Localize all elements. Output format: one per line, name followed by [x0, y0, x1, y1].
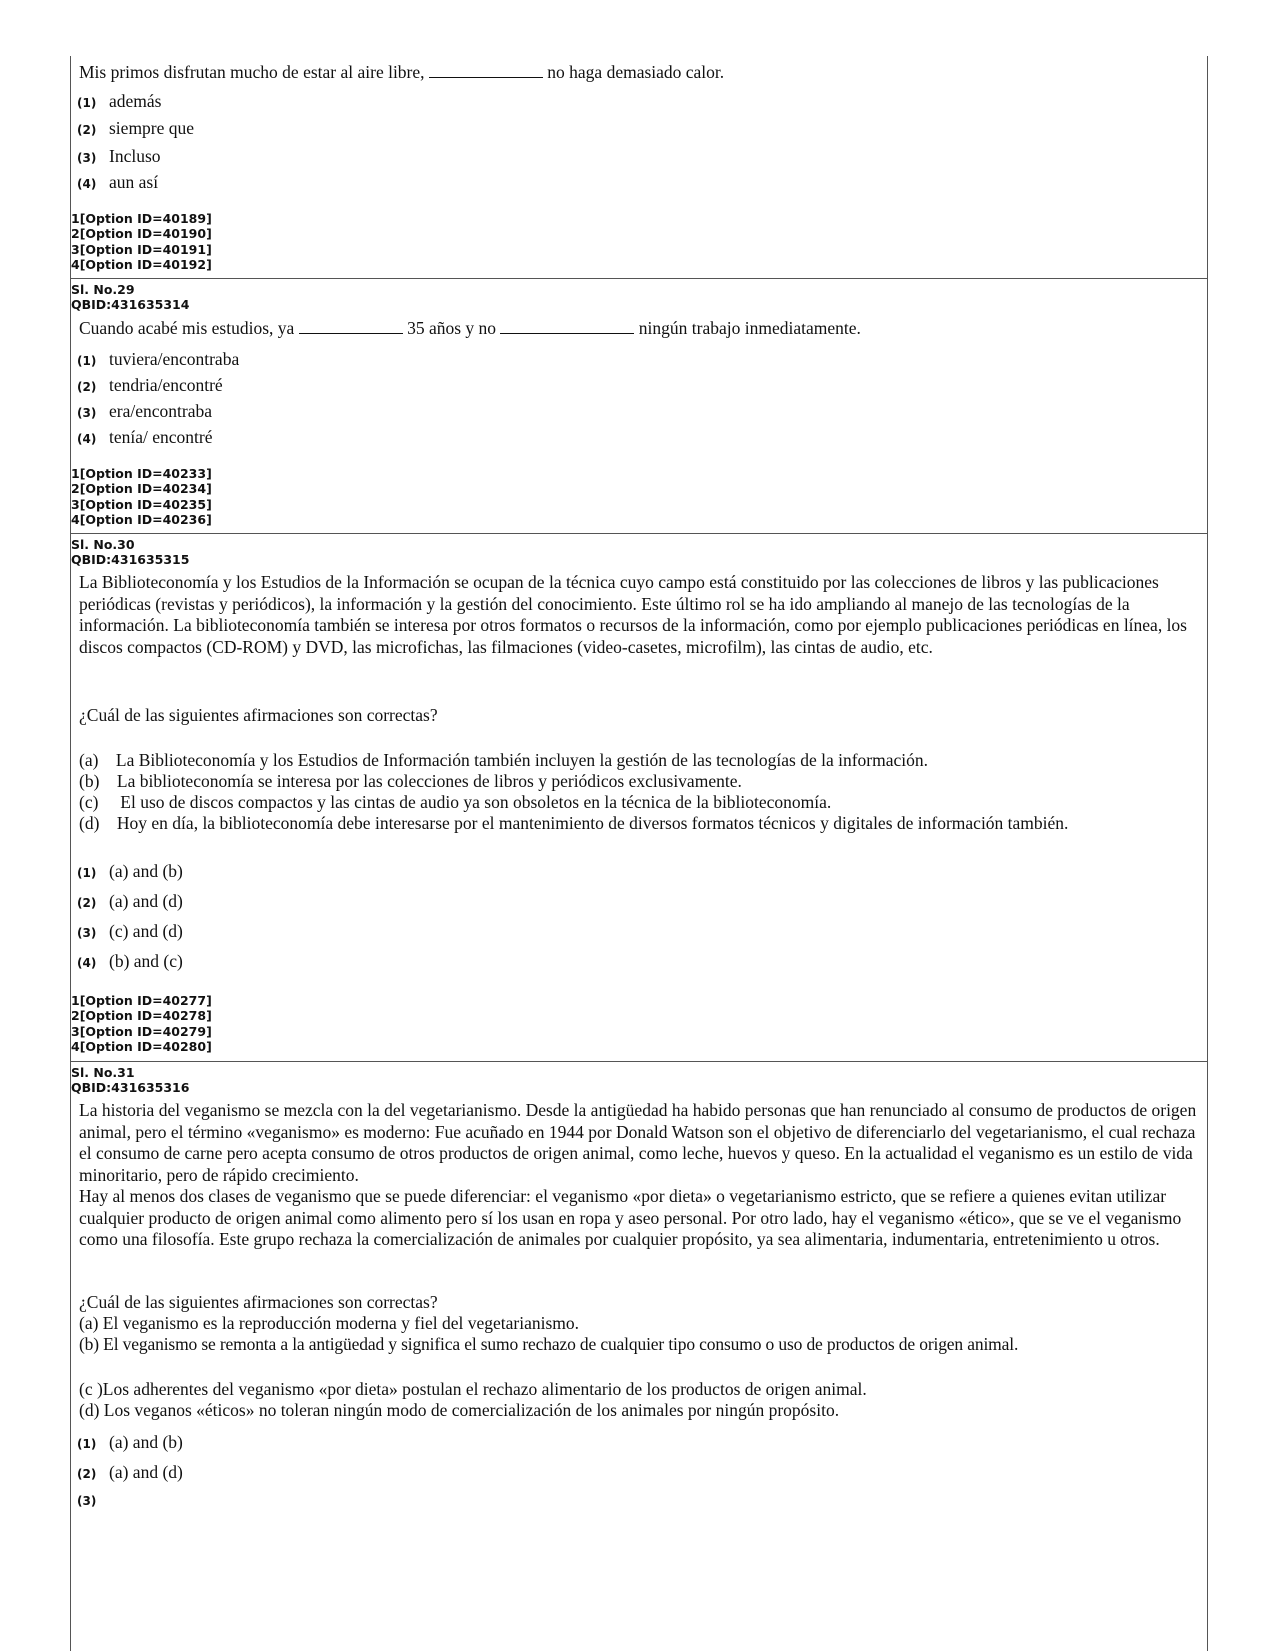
serial-number: Sl. No.30 — [71, 537, 135, 552]
option-number: (3) — [77, 1494, 97, 1508]
serial-number: Sl. No.31 — [71, 1065, 135, 1080]
q28-option-4[interactable] — [77, 172, 158, 194]
q30-option-ids — [71, 993, 212, 1055]
statement-d: (d) Los veganos «éticos» no toleran ningún modo de comercialización de los animales por ningún propósito. — [79, 1400, 840, 1420]
question-bank-id: QBID:431635316 — [71, 1080, 190, 1096]
answer-blank — [500, 319, 634, 334]
q30-option-2[interactable] — [77, 891, 183, 913]
q29-stem-part1: Cuando acabé mis estudios, ya — [79, 318, 295, 338]
q31-option-2[interactable] — [77, 1462, 183, 1484]
option-id: 4[Option ID=40236] — [71, 512, 212, 528]
q31-option-3[interactable] — [77, 1489, 109, 1511]
option-text: además — [109, 91, 162, 111]
option-number: (1) — [77, 354, 97, 368]
q29-stem-part2: 35 años y no — [407, 318, 497, 338]
option-text: (a) and (d) — [109, 891, 183, 911]
answer-blank — [299, 319, 403, 334]
q29-header — [71, 282, 189, 313]
q28-stem — [79, 62, 1197, 84]
option-id: 2[Option ID=40234] — [71, 481, 212, 497]
option-number: (4) — [77, 177, 97, 191]
option-id: 1[Option ID=40189] — [71, 211, 212, 226]
q31-question-block — [79, 1292, 1193, 1355]
option-number: (1) — [77, 1437, 97, 1451]
option-text: (b) and (c) — [109, 951, 183, 971]
option-id: 3[Option ID=40235] — [71, 496, 212, 512]
option-text: siempre que — [109, 118, 195, 138]
q29-stem — [79, 318, 1197, 340]
q31-passage-paragraph-1: La historia del veganismo se mezcla con la del vegetarianismo. Desde la antigüedad ha habido personas que han renunciado al consumo de productos de origen animal, pero el término «veganismo» es moderno: Fue acuñado en 1944 por Donald Watson son el objetivo de diferenciarlo del vegetarianismo, el cual rechaza el consumo de carne pero acepta consumo de otros productos de origen animal, como leche, huevos y queso. En la actualidad el veganismo es un estilo de vida minoritario, pero de rápido crecimiento. — [79, 1100, 1197, 1185]
q30-option-3[interactable] — [77, 921, 183, 943]
q31-option-1[interactable] — [77, 1432, 183, 1454]
q29-option-4[interactable] — [77, 427, 213, 449]
option-id: 3[Option ID=40279] — [71, 1023, 212, 1039]
option-number: (2) — [77, 380, 97, 394]
q28-option-ids — [71, 211, 212, 273]
option-text: tuviera/encontraba — [109, 349, 240, 369]
q31-passage — [79, 1100, 1197, 1251]
option-number: (3) — [77, 406, 97, 420]
option-id: 4[Option ID=40192] — [71, 257, 212, 273]
q29-option-2[interactable] — [77, 375, 223, 397]
q29-option-3[interactable] — [77, 401, 212, 423]
option-text: Incluso — [109, 146, 161, 166]
question-paper-sheet — [70, 56, 1208, 1651]
divider — [71, 533, 1207, 534]
statement-a: (a) El veganismo es la reproducción moderna y fiel del vegetarianismo. — [79, 1313, 580, 1333]
statement-b: (b) El veganismo se remonta a la antigüedad y significa el sumo rechazo de cualquier tipo consumo o uso de productos de origen animal. — [79, 1334, 1019, 1354]
option-number: (4) — [77, 432, 97, 446]
option-id: 1[Option ID=40277] — [71, 993, 212, 1008]
statement-b: (b) La biblioteconomía se interesa por las colecciones de libros y periódicos exclusivamente. — [79, 771, 742, 791]
option-number: (3) — [77, 151, 97, 165]
q30-option-1[interactable] — [77, 861, 183, 883]
q30-header — [71, 537, 189, 568]
q29-option-ids — [71, 466, 212, 528]
option-number: (2) — [77, 123, 97, 137]
q31-header — [71, 1065, 189, 1096]
q29-option-1[interactable] — [77, 349, 239, 371]
option-number: (3) — [77, 926, 97, 940]
option-text: tenía/ encontré — [109, 427, 213, 447]
statement-c: (c) El uso de discos compactos y las cintas de audio ya son obsoletos en la técnica de la biblioteconomía. — [79, 792, 832, 812]
option-id: 2[Option ID=40190] — [71, 226, 212, 242]
serial-number: Sl. No.29 — [71, 282, 135, 297]
option-id: 4[Option ID=40280] — [71, 1039, 212, 1055]
q28-option-2[interactable] — [77, 118, 194, 140]
q30-question: ¿Cuál de las siguientes afirmaciones son correctas? — [79, 705, 438, 725]
option-id: 1[Option ID=40233] — [71, 466, 212, 481]
question-bank-id: QBID:431635315 — [71, 552, 190, 568]
q28-option-1[interactable] — [77, 91, 161, 113]
q28-stem-before: Mis primos disfrutan mucho de estar al aire libre, — [79, 62, 425, 82]
q28-option-3[interactable] — [77, 146, 161, 168]
option-text: (a) and (d) — [109, 1462, 183, 1482]
statement-a: (a) La Biblioteconomía y los Estudios de Información también incluyen la gestión de las tecnologías de la información. — [79, 750, 929, 770]
q30-option-4[interactable] — [77, 951, 183, 973]
option-text: tendria/encontré — [109, 375, 223, 395]
option-text: (a) and (b) — [109, 1432, 183, 1452]
option-number: (4) — [77, 956, 97, 970]
option-number: (2) — [77, 896, 97, 910]
q31-statements-cd — [79, 1379, 1193, 1421]
answer-blank — [429, 63, 543, 78]
option-number: (1) — [77, 96, 97, 110]
option-text: (c) and (d) — [109, 921, 183, 941]
q30-statements — [79, 750, 1193, 834]
q31-passage-paragraph-2: Hay al menos dos clases de veganismo que se puede diferenciar: el veganismo «por dieta» o vegetarianismo estricto, que se refiere a quienes evitan utilizar cualquier producto de origen animal como alimento pero sí los usan en ropa y aseo personal. Por otro lado, hay el veganismo «ético», que se ve el veganismo como una filosofía. Este grupo rechaza la comercialización de animales por cualquier propósito, ya sea alimentaria, indumentaria, entretenimiento u otros. — [79, 1186, 1182, 1249]
divider — [71, 278, 1207, 279]
option-text: (a) and (b) — [109, 861, 183, 881]
option-number: (2) — [77, 1467, 97, 1481]
divider — [71, 1061, 1207, 1062]
option-text: era/encontraba — [109, 401, 212, 421]
q30-passage: La Biblioteconomía y los Estudios de la Información se ocupan de la técnica cuyo campo está constituido por las colecciones de libros y las publicaciones periódicas (revistas y periódicos), la información y la gestión del conocimiento. Este último rol se ha ido ampliando al manejo de las tecnologías de la información. La biblioteconomía también se interesa por otros formatos o recursos de la información, como por ejemplo publicaciones periódicas en línea, los discos compactos (CD-ROM) y DVD, las microfichas, las filmaciones (video-casetes, microfilm), las cintas de audio, etc. — [79, 572, 1187, 657]
option-text: aun así — [109, 172, 159, 192]
statement-c: (c )Los adherentes del veganismo «por dieta» postulan el rechazo alimentario de los productos de origen animal. — [79, 1379, 867, 1399]
question-bank-id: QBID:431635314 — [71, 297, 190, 313]
statement-d: (d) Hoy en día, la biblioteconomía debe interesarse por el mantenimiento de diversos formatos técnicos y digitales de información también. — [79, 813, 1069, 833]
option-number: (1) — [77, 866, 97, 880]
q28-stem-after: no haga demasiado calor. — [547, 62, 725, 82]
q31-question: ¿Cuál de las siguientes afirmaciones son correctas? — [79, 1292, 438, 1312]
option-id: 2[Option ID=40278] — [71, 1008, 212, 1024]
option-id: 3[Option ID=40191] — [71, 241, 212, 257]
q29-stem-part3: ningún trabajo inmediatamente. — [638, 318, 861, 338]
